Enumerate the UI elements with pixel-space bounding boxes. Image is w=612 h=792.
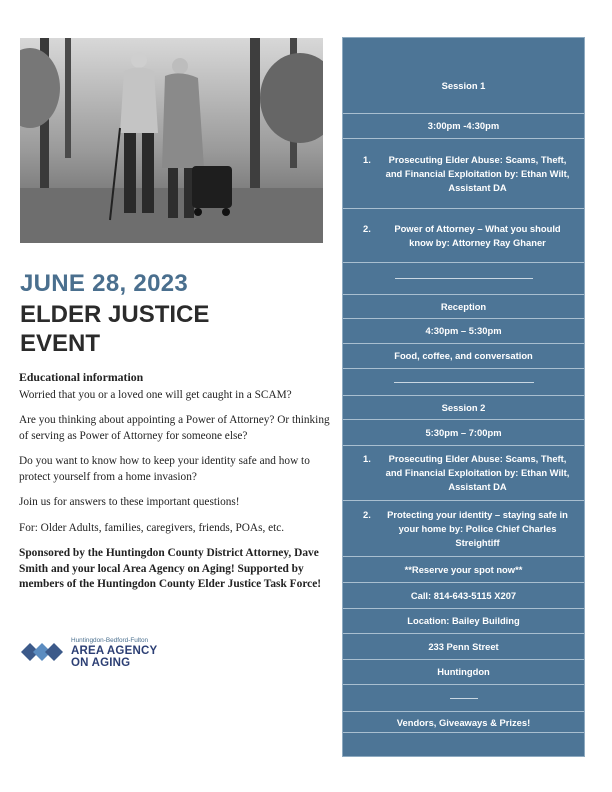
session1-title-row bbox=[343, 38, 584, 114]
session1-time-row bbox=[343, 114, 584, 139]
street-text: 233 Penn Street bbox=[428, 640, 499, 652]
divider-row bbox=[343, 263, 584, 295]
location-row bbox=[343, 609, 584, 634]
reception-time-row bbox=[343, 319, 584, 344]
schedule-panel bbox=[342, 37, 585, 757]
paragraph: Are you thinking about appointing a Power of Attorney? Or thinking of serving as Power of Attorney for someone else? bbox=[19, 414, 330, 442]
session1-time: 3:00pm -4:30pm bbox=[427, 120, 500, 131]
location-text: Location: Bailey Building bbox=[407, 615, 520, 626]
list-number: 1. bbox=[363, 153, 371, 165]
divider-line bbox=[395, 278, 533, 279]
event-date: JUNE 28, 2023 bbox=[20, 270, 189, 297]
session1-item1: Prosecuting Elder Abuse: Scams, Theft, and Financial Exploitation by: Ethan Wilt, Assistant DA bbox=[385, 153, 570, 193]
session1-item1-row bbox=[343, 139, 584, 209]
session2-title-row bbox=[343, 396, 584, 420]
agency-logo bbox=[20, 625, 180, 681]
city-text: Huntingdon bbox=[437, 666, 490, 677]
paragraph: Join us for answers to these important questions! bbox=[19, 496, 240, 508]
diamond-logo-icon bbox=[20, 641, 70, 671]
logo-counties: Huntingdon-Bedford-Fulton bbox=[71, 637, 149, 644]
list-number: 2. bbox=[363, 508, 371, 520]
session1-title: Session 1 bbox=[441, 79, 486, 91]
reception-title-row bbox=[343, 295, 584, 319]
event-title-line2: EVENT bbox=[20, 330, 101, 357]
reserve-text: **Reserve your spot now** bbox=[404, 563, 523, 575]
session2-title: Session 2 bbox=[441, 401, 486, 413]
paragraph: For: Older Adults, families, caregivers, friends, POAs, etc. bbox=[19, 521, 285, 534]
reception-time: 4:30pm – 5:30pm bbox=[425, 325, 502, 336]
vendors-row bbox=[343, 712, 584, 734]
session2-item1-row bbox=[343, 446, 584, 501]
empty-row bbox=[343, 732, 584, 756]
session2-item1: Prosecuting Elder Abuse: Scams, Theft, and Financial Exploitation by: Ethan Wilt, Assistant DA bbox=[385, 453, 570, 492]
session2-time: 5:30pm – 7:00pm bbox=[425, 426, 502, 438]
paragraph: Do you want to know how to keep your identity safe and how to protect yourself from a home invasion? bbox=[19, 455, 310, 483]
session1-item2: Power of Attorney – What you should know by: Attorney Ray Ghaner bbox=[394, 222, 561, 248]
list-number: 2. bbox=[363, 222, 371, 234]
street-row bbox=[343, 634, 584, 660]
reserve-row bbox=[343, 557, 584, 583]
event-title-line1: ELDER JUSTICE bbox=[20, 301, 210, 328]
divider-line bbox=[394, 382, 534, 383]
session2-item2: Protecting your identity – staying safe in your home by: Police Chief Charles Streightiff bbox=[387, 508, 568, 548]
call-text: Call: 814-643-5115 X207 bbox=[410, 589, 517, 601]
sponsor-text: Sponsored by the Huntingdon County District Attorney, Dave Smith and your local Area Agency on Aging! Supported by members of the Huntingdon County Elder Justice Task Force! bbox=[19, 547, 322, 590]
divider-line bbox=[450, 698, 478, 699]
divider-row bbox=[343, 369, 584, 396]
paragraph: Worried that you or a loved one will get caught in a SCAM? bbox=[19, 388, 292, 401]
logo-line2: ON AGING bbox=[71, 657, 131, 669]
list-number: 1. bbox=[363, 453, 371, 464]
event-title bbox=[20, 300, 320, 358]
divider-row bbox=[343, 685, 584, 712]
reception-title: Reception bbox=[440, 300, 487, 312]
logo-line1: AREA AGENCY bbox=[71, 645, 158, 657]
vendors-text: Vendors, Giveaways & Prizes! bbox=[396, 717, 531, 728]
session2-time-row bbox=[343, 420, 584, 446]
event-description bbox=[19, 370, 337, 603]
reception-desc: Food, coffee, and conversation bbox=[394, 350, 533, 361]
city-row bbox=[343, 660, 584, 685]
call-row bbox=[343, 583, 584, 609]
hero-photo bbox=[20, 38, 323, 243]
session1-item2-row bbox=[343, 209, 584, 263]
reception-desc-row bbox=[343, 344, 584, 369]
session2-item2-row bbox=[343, 501, 584, 557]
section-heading: Educational information bbox=[19, 370, 144, 384]
